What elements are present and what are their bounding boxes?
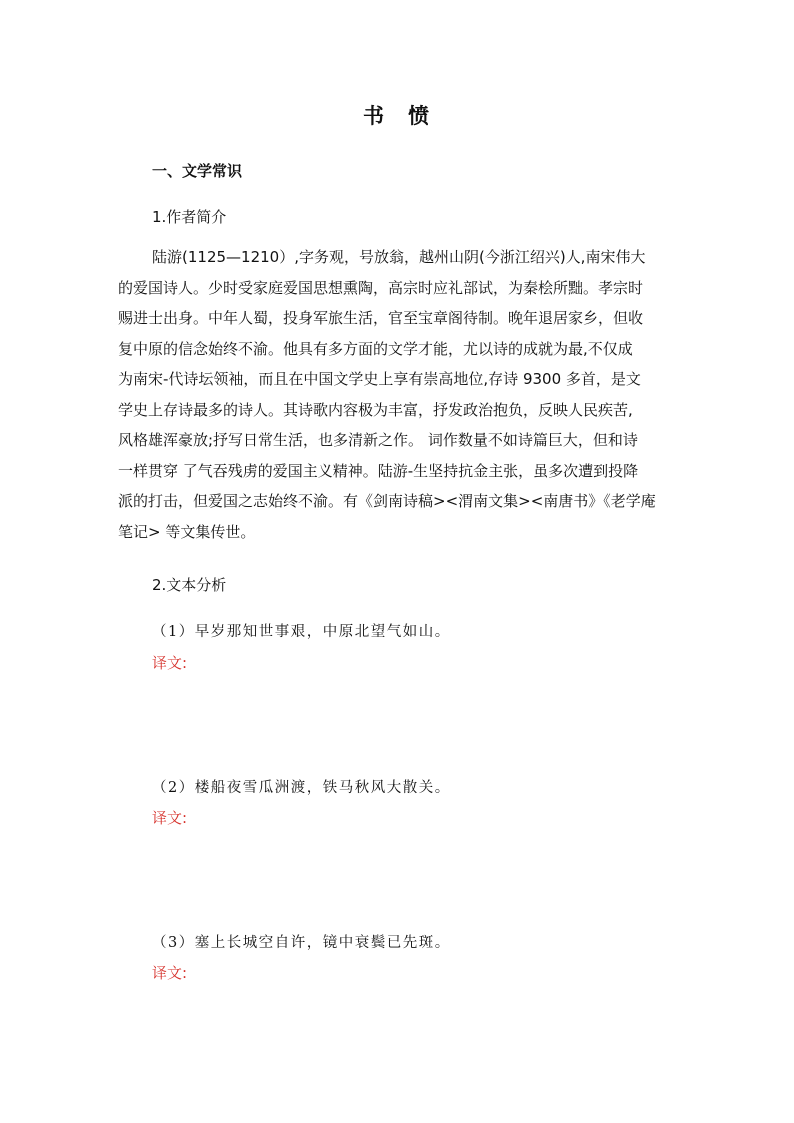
author-intro-paragraph	[118, 242, 684, 547]
paragraph-line: 为南宋-代诗坛领袖，而且在中国文学史上享有崇高地位,存诗 9300 多首，是文	[118, 370, 641, 388]
poem-line-1: （1）早岁那知世事艰，中原北望气如山。	[152, 624, 451, 640]
paragraph-line: 的爱国诗人。少时受家庭爱国思想熏陶，高宗时应礼部试，为秦桧所黜。孝宗时	[118, 278, 644, 297]
page-title	[0, 100, 794, 130]
paragraph-line: 陆游(1125—1210）,字务观，号放翁，越州山阴(今浙江绍兴)人,南宋伟大	[152, 248, 646, 266]
subheading-author-intro: 1.作者简介	[152, 208, 227, 226]
section-heading-literary-knowledge: 一、文学常识	[152, 162, 243, 180]
translation-label-2: 译文:	[152, 809, 188, 827]
poem-line-2: （2）楼船夜雪瓜洲渡，铁马秋风大散关。	[152, 780, 451, 796]
translation-label-3: 译文:	[152, 964, 188, 982]
title-char-2: 愤	[408, 104, 431, 128]
paragraph-line: 赐进士出身。中年人蜀，投身军旅生活，官至宝章阁待制。晚年退居家乡，但收	[118, 309, 644, 327]
paragraph-line: 笔记> 等文集传世。	[118, 522, 256, 541]
paragraph-line: 复中原的信念始终不渝。他具有多方面的文学才能，尤以诗的成就为最,不仅成	[118, 339, 633, 358]
subheading-text-analysis: 2.文本分析	[152, 576, 227, 594]
translation-label-1: 译文:	[152, 654, 188, 672]
poem-line-3: （3）塞上长城空自许，镜中衰鬓已先斑。	[152, 935, 451, 951]
paragraph-line: 一样贯穿 了气吞残虏的爱国主义精神。陆游-生坚持抗金主张，虽多次遭到投降	[118, 461, 639, 480]
paragraph-line: 派的打击，但爱国之志始终不渝。有《剑南诗稿><渭南文集><南唐书》《老学庵	[118, 492, 656, 510]
paragraph-line: 风格雄浑豪放;抒写日常生活，也多清新之作。 词作数量不如诗篇巨大，但和诗	[118, 431, 638, 449]
paragraph-line: 学史上存诗最多的诗人。其诗歌内容极为丰富，抒发政治抱负，反映人民疾苦,	[118, 400, 633, 419]
title-char-1: 书	[363, 104, 386, 128]
